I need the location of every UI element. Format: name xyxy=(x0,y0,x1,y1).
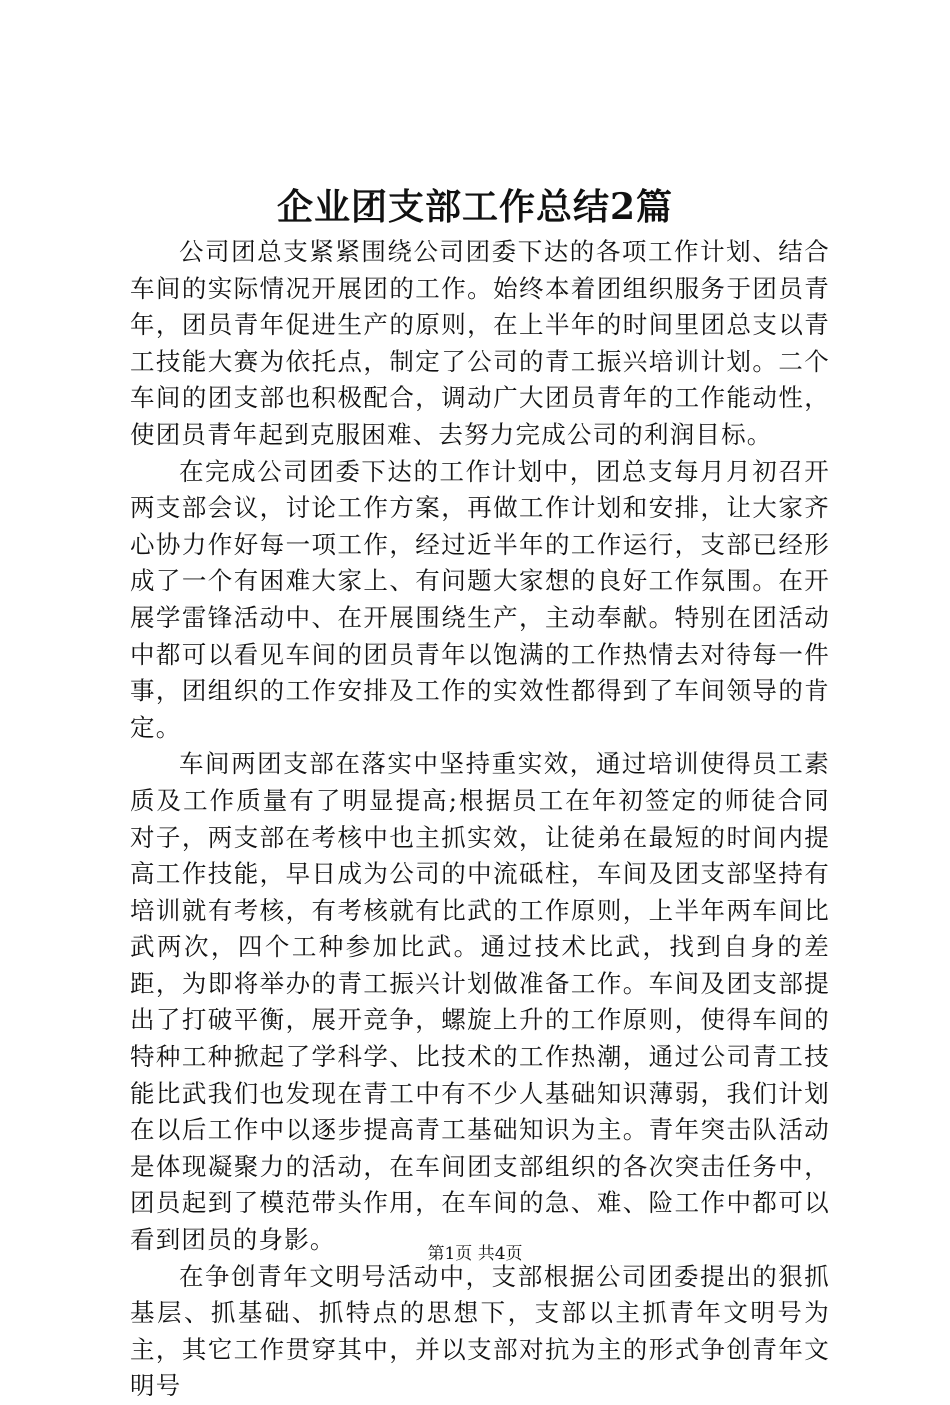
document-title: 企业团支部工作总结2篇 xyxy=(276,186,674,228)
paragraph-1: 公司团总支紧紧围绕公司团委下达的各项工作计划、结合车间的实际情况开展团的工作。始终本着团组织服务于团员青年，团员青年促进生产的原则，在上半年的时间里团总支以青工技能大赛为依托点，制定了公司的青工振兴培训计划。二个车间的团支部也积极配合，调动广大团员青年的工作能动性，使团员青年起到克服困难、去努力完成公司的利润目标。 xyxy=(130,237,830,449)
paragraph-4: 在争创青年文明号活动中，支部根据公司团委提出的狠抓基层、抓基础、抓特点的思想下，支部以主抓青年文明号为主，其它工作贯穿其中，并以支部对抗为主的形式争创青年文明号 xyxy=(130,1261,830,1401)
paragraph-2: 在完成公司团委下达的工作计划中，团总支每月月初召开两支部会议，讨论工作方案，再做工作计划和安排，让大家齐心协力作好每一项工作，经过近半年的工作运行，支部已经形成了一个有困难大家上、有问题大家想的良好工作氛围。在开展学雷锋活动中、在开展围绕生产，主动奉献。特别在团活动中都可以看见车间的团员青年以饱满的工作热情去对待每一件事，团组织的工作安排及工作的实效性都得到了车间领导的肯定。 xyxy=(130,456,830,742)
paragraph-3: 车间两团支部在落实中坚持重实效，通过培训使得员工素质及工作质量有了明显提高;根据员工在年初签定的师徒合同对子，两支部在考核中也主抓实效，让徒弟在最短的时间内提高工作技能，早日成为公司的中流砥柱，车间及团支部坚持有培训就有考核，有考核就有比武的工作原则，上半年两车间比武两次，四个工种参加比武。通过技术比武，找到自身的差距，为即将举办的青工振兴计划做准备工作。车间及团支部提出了打破平衡，展开竞争，螺旋上升的工作原则，使得车间的特种工种掀起了学科学、比技术的工作热潮，通过公司青工技能比武我们也发现在青工中有不少人基础知识薄弱，我们计划在以后工作中以逐步提高青工基础知识为主。青年突击队活动是体现凝聚力的活动，在车间团支部组织的各次突击任务中，团员起到了模范带头作用，在车间的急、难、险工作中都可以看到团员的身影。 xyxy=(130,749,830,1255)
document-body xyxy=(130,234,830,1405)
page-footer: 第1页 共4页 xyxy=(427,1244,523,1264)
